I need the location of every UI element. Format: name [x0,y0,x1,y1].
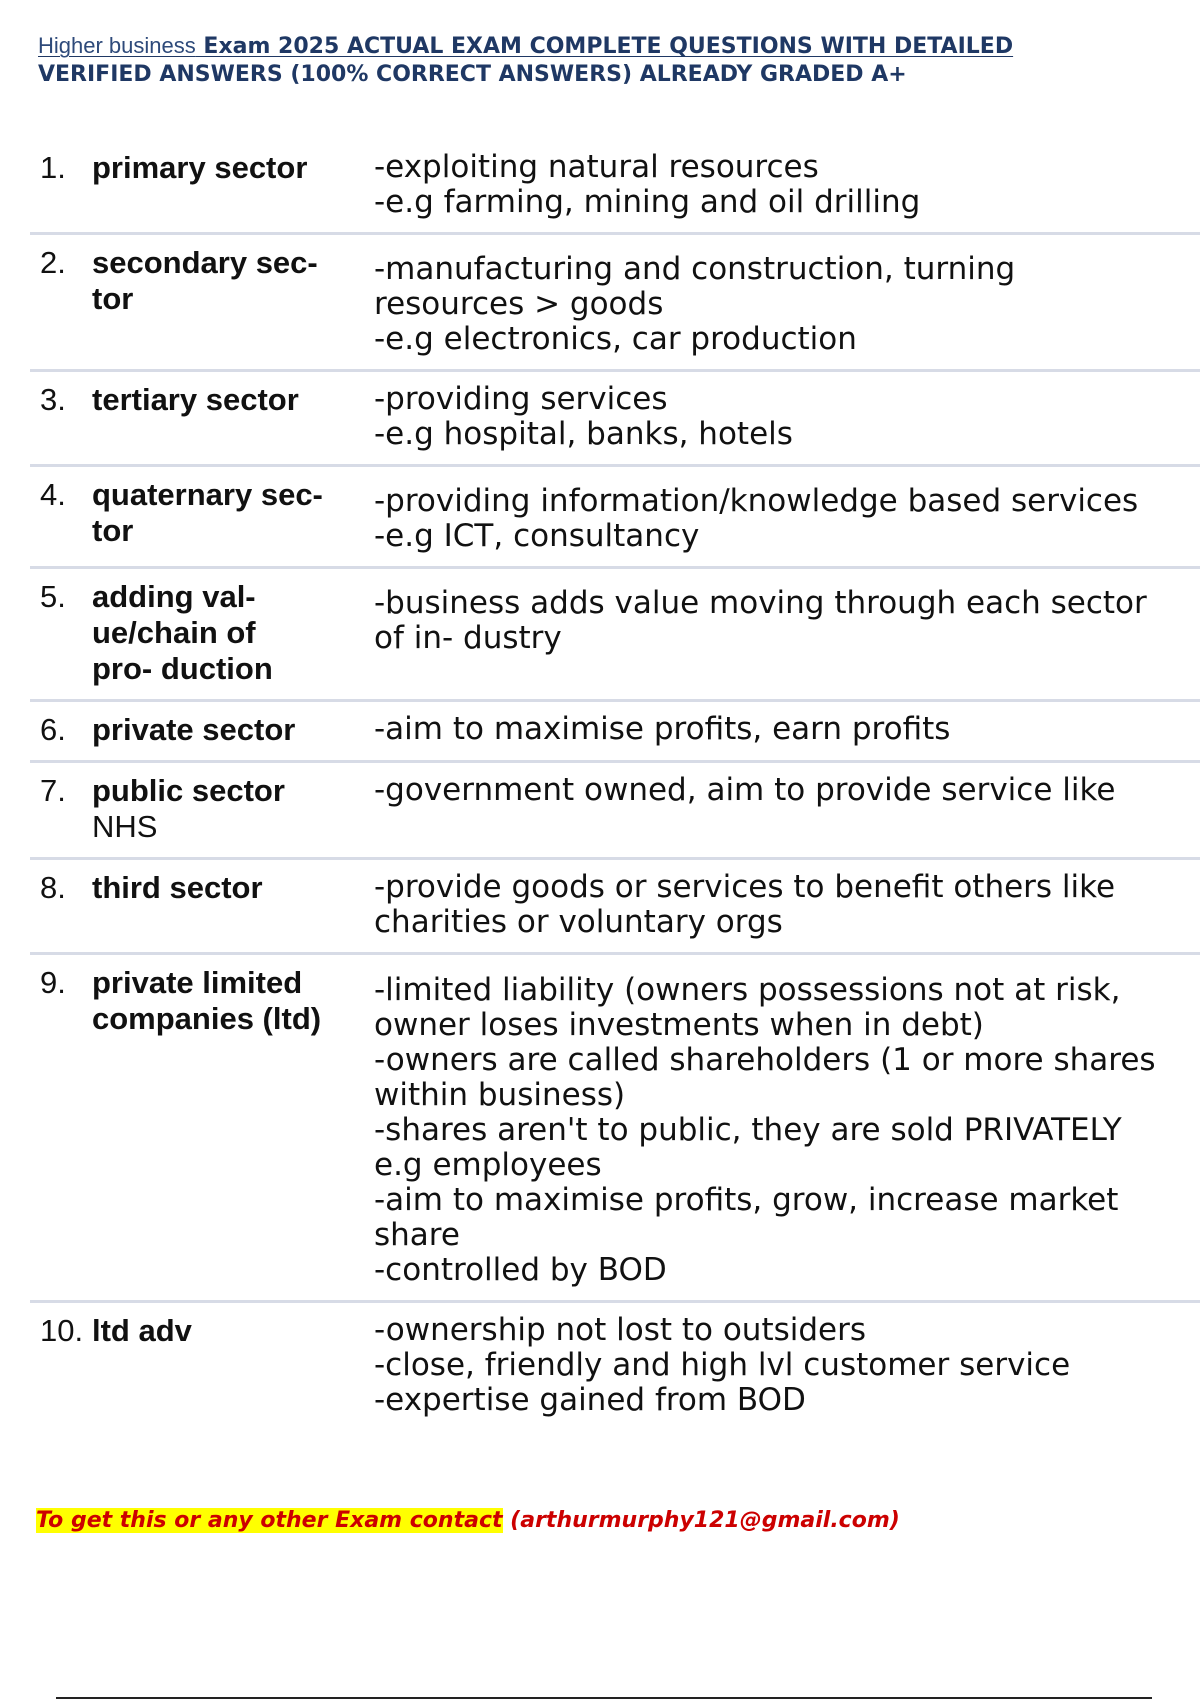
row-term [92,870,374,906]
term-text: public sector [92,773,285,808]
term-text: primary sector [92,150,308,185]
definition-line: -aim to maximise profits, earn profits [374,711,951,747]
row-definition [374,245,1200,357]
title-line-1 [38,32,1138,61]
row-term [92,382,374,418]
term-text: tertiary sector [92,382,299,417]
definition-line: -owners are called shareholders (1 or more shares [374,1042,1156,1078]
definition-line: e.g employees [374,1147,602,1183]
definition-line: resources > goods [374,286,664,322]
term-text: third sector [92,870,263,905]
table-row [30,372,1200,467]
definition-line: owner loses investments when in debt) [374,1007,984,1043]
term-text: adding val- ue/chain of pro- duction [92,579,273,686]
row-number: 7. [40,773,66,808]
table-row [30,569,1200,702]
table-row [30,702,1200,763]
definition-line: -government owned, aim to provide service like [374,772,1116,808]
row-number: 10. [40,1313,84,1348]
row-number: 5. [40,579,66,614]
title-line-2: VERIFIED ANSWERS (100% CORRECT ANSWERS) ALREADY GRADED A+ [38,62,907,87]
term-extra: NHS [92,809,158,844]
row-number: 3. [40,382,66,417]
definition-line: within business) [374,1077,626,1113]
row-definition [374,150,1200,220]
term-text: quaternary sec- tor [92,477,323,548]
term-text: secondary sec- tor [92,245,318,316]
definition-line: -shares aren't to public, they are sold PRIVATELY [374,1112,1122,1148]
flashcard-table [30,140,1200,1430]
table-row [30,467,1200,569]
table-row [30,955,1200,1303]
row-term [92,773,374,845]
definition-line: -e.g ICT, consultancy [374,518,700,554]
document-header [38,32,1138,89]
table-row [30,763,1200,860]
row-term [92,1313,374,1349]
row-term [92,150,374,186]
contact-email: (arthurmurphy121@gmail.com) [502,1508,900,1533]
term-text: ltd adv [92,1313,192,1348]
title-lead: Higher business [38,33,196,58]
row-definition [374,870,1200,940]
definition-line: -business adds value moving through each sector [374,585,1147,621]
definition-line: -providing services [374,381,668,417]
definition-line: -controlled by BOD [374,1252,667,1288]
table-row [30,860,1200,955]
row-definition [374,477,1200,554]
definition-line: -expertise gained from BOD [374,1382,806,1418]
definition-line: -exploiting natural resources [374,149,819,185]
row-number: 2. [40,245,66,280]
row-term [92,712,374,748]
row-definition [374,773,1200,808]
row-number: 8. [40,870,66,905]
table-row [30,1303,1200,1430]
row-term [92,477,374,549]
row-definition [374,579,1200,656]
definition-line: charities or voluntary orgs [374,904,783,940]
definition-line: -providing information/knowledge based services [374,483,1139,519]
contact-notice [36,1508,900,1534]
row-number: 1. [40,150,66,185]
row-definition [374,382,1200,452]
definition-line: -manufacturing and construction, turning [374,251,1016,287]
definition-line: -e.g hospital, banks, hotels [374,416,793,452]
definition-line: -ownership not lost to outsiders [374,1312,867,1348]
row-term [92,965,374,1037]
definition-line: -limited liability (owners possessions not at risk, [374,972,1121,1008]
definition-line: of in- dustry [374,620,562,656]
title-rest: Exam 2025 ACTUAL EXAM COMPLETE QUESTIONS WITH DETAILED [195,34,1014,59]
definition-line: -e.g electronics, car production [374,321,857,357]
term-text: private sector [92,712,296,747]
contact-highlight: To get this or any other Exam contact [36,1508,503,1533]
row-definition [374,712,1200,747]
definition-line: -e.g farming, mining and oil drilling [374,184,921,220]
row-definition [374,965,1200,1288]
definition-line: -provide goods or services to benefit others like [374,869,1116,905]
row-term [92,245,374,317]
table-row [30,235,1200,372]
row-number: 6. [40,712,66,747]
definition-line: -aim to maximise profits, grow, increase market [374,1182,1119,1218]
term-text: private limited companies (ltd) [92,965,322,1036]
table-row [30,140,1200,235]
definition-line: share [374,1217,460,1253]
row-number: 9. [40,965,66,1000]
footer-divider [56,1697,1152,1699]
row-definition [374,1313,1200,1418]
row-number: 4. [40,477,66,512]
definition-line: -close, friendly and high lvl customer service [374,1347,1071,1383]
row-term [92,579,374,687]
